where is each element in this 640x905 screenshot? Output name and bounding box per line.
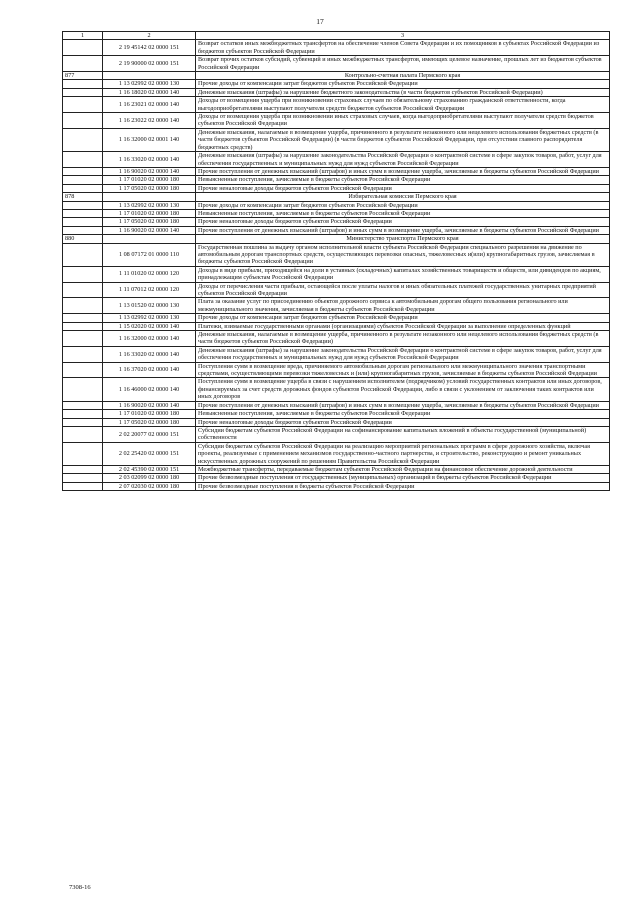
budget-code-cell: 1 13 02992 02 0000 130 <box>103 201 196 209</box>
table-row <box>63 88 610 96</box>
description-cell: Денежные взыскания (штрафы) за нарушение законодательства Российской Федерации о контрактной системе в сфере закупок товаров, работ, услуг для обеспечения государственных и муниципальных нужд для нужд субъектов Российской Федерации <box>196 152 610 168</box>
budget-code-cell: 1 16 33020 02 0000 140 <box>103 346 196 362</box>
table-row <box>63 184 610 192</box>
table-row <box>63 426 610 442</box>
admin-code-cell <box>63 282 103 298</box>
admin-code-cell <box>63 298 103 314</box>
section-header-row <box>63 235 610 243</box>
budget-code-cell: 1 17 05020 02 0000 180 <box>103 418 196 426</box>
budget-codes-table <box>62 31 610 491</box>
description-cell: Денежные взыскания (штрафы) за нарушение бюджетного законодательства (в части бюджетов субъектов Российской Федерации) <box>196 88 610 96</box>
table-row <box>63 97 610 113</box>
description-cell: Денежные взыскания, налагаемые в возмещение ущерба, причиненного в результате незаконного или нецелевого использования бюджетных средств (в части бюджетов субъектов Российской Федерации) (в части бюджетов субъектов Российской Федерации, при отсутствии главного распорядителя бюджетных средств) <box>196 128 610 151</box>
budget-code-cell: 1 16 18020 02 0000 140 <box>103 88 196 96</box>
description-cell: Прочие доходы от компенсации затрат бюджетов субъектов Российской Федерации <box>196 80 610 88</box>
table-row <box>63 314 610 322</box>
description-cell: Невыясненные поступления, зачисляемые в бюджеты субъектов Российской Федерации <box>196 410 610 418</box>
budget-code-cell: 1 13 02992 02 0000 130 <box>103 80 196 88</box>
budget-code-cell: 2 02 25420 02 0000 151 <box>103 442 196 465</box>
description-cell: Возврат прочих остатков субсидий, субвенций и иных межбюджетных трансфертов, имеющих целевое назначение, прошлых лет из бюджетов субъектов Российской Федерации <box>196 56 610 72</box>
admin-code-cell <box>63 331 103 347</box>
table-row <box>63 362 610 378</box>
description-cell: Прочие безвозмездные поступления от государственных (муниципальных) организаций в бюджеты субъектов Российской Федерации <box>196 474 610 482</box>
description-cell: Прочие доходы от компенсации затрат бюджетов субъектов Российской Федерации <box>196 314 610 322</box>
table-row <box>63 401 610 409</box>
description-cell: Межбюджетные трансферты, передаваемые бюджетам субъектов Российской Федерации на финансовое обеспечение дорожной деятельности <box>196 465 610 473</box>
description-cell: Прочие неналоговые доходы бюджетов субъектов Российской Федерации <box>196 418 610 426</box>
table-header-row <box>63 32 610 40</box>
table-row <box>63 113 610 129</box>
table-row <box>63 201 610 209</box>
budget-code-cell: 1 13 02992 02 0000 130 <box>103 314 196 322</box>
admin-code-cell <box>63 97 103 113</box>
admin-code-cell <box>63 56 103 72</box>
table-row <box>63 322 610 330</box>
description-cell: Прочие поступления от денежных взысканий (штрафов) и иных сумм в возмещение ущерба, зачисляемые в бюджеты субъектов Российской Федерации <box>196 226 610 234</box>
admin-code-cell <box>63 378 103 401</box>
description-cell: Доходы от возмещения ущерба при возникновении иных страховых случаев, когда выгодоприобретателями выступают получатели средств бюджетов субъектов Российской Федерации <box>196 113 610 129</box>
budget-code-cell: 2 07 02030 02 0000 180 <box>103 482 196 490</box>
budget-code-cell: 1 16 90020 02 0000 140 <box>103 167 196 175</box>
budget-code-cell: 1 16 33020 02 0000 140 <box>103 152 196 168</box>
header-col-2: 2 <box>103 32 196 40</box>
budget-code-cell: 2 02 45390 02 0000 151 <box>103 465 196 473</box>
admin-code-cell <box>63 218 103 226</box>
admin-code-cell <box>63 322 103 330</box>
budget-code-cell: 2 03 02099 02 0000 180 <box>103 474 196 482</box>
admin-code-cell <box>63 346 103 362</box>
table-row <box>63 152 610 168</box>
admin-code-cell <box>63 167 103 175</box>
document-code: 7308-16 <box>69 884 91 891</box>
admin-code-cell <box>63 184 103 192</box>
budget-code-cell: 1 11 07012 02 0000 120 <box>103 282 196 298</box>
table-row <box>63 282 610 298</box>
description-cell: Доходы от возмещения ущерба при возникновении страховых случаев по обязательному страхованию гражданской ответственности, когда выгодоприобретателями выступают получатели средств бюджетов субъектов Российской Федерации <box>196 97 610 113</box>
table-row <box>63 482 610 490</box>
budget-code-cell: 1 11 01020 02 0000 120 <box>103 266 196 282</box>
description-cell: Субсидии бюджетам субъектов Российской Федерации на реализацию мероприятий региональных программ в сфере дорожного хозяйства, включая проекты, реализуемые с применением механизмов государственно-частного партнерства, и строительство, реконструкцию и ремонт уникальных искусственных дорожных сооружений по решениям Правительства Российской Федерации <box>196 442 610 465</box>
description-cell: Возврат остатков иных межбюджетных трансфертов на обеспечение членов Совета Федерации и их помощников в субъектах Российской Федерации из бюджетов субъектов Российской Федерации <box>196 40 610 56</box>
budget-code-cell: 1 16 90020 02 0000 140 <box>103 226 196 234</box>
table-row <box>63 474 610 482</box>
table-row <box>63 410 610 418</box>
description-cell: Субсидии бюджетам субъектов Российской Федерации на софинансирование капитальных вложений в объекты государственной (муниципальной) собственности <box>196 426 610 442</box>
description-cell: Прочие доходы от компенсации затрат бюджетов субъектов Российской Федерации <box>196 201 610 209</box>
admin-code-cell <box>63 418 103 426</box>
description-cell: Избирательная комиссия Пермского края <box>196 193 610 201</box>
budget-code-cell: 2 19 45142 02 0000 151 <box>103 40 196 56</box>
admin-code-cell <box>63 442 103 465</box>
budget-code-cell: 1 17 05020 02 0000 180 <box>103 218 196 226</box>
description-cell: Поступления сумм в возмещение ущерба в связи с нарушением исполнителем (подрядчиком) условий государственных контрактов или иных договоров, финансируемых за счет средств дорожных фондов субъектов Российской Федерации, либо в связи с уклонением от заключения таких контрактов или иных договоров <box>196 378 610 401</box>
table-row <box>63 128 610 151</box>
description-cell: Платежи, взимаемые государственными органами (организациями) субъектов Российской Федерации за выполнение определенных функций <box>196 322 610 330</box>
admin-code-cell <box>63 243 103 266</box>
budget-code-cell: 1 15 02020 02 0000 140 <box>103 322 196 330</box>
table-row <box>63 378 610 401</box>
table-row <box>63 243 610 266</box>
budget-code-cell: 1 16 37020 02 0000 140 <box>103 362 196 378</box>
table-row <box>63 218 610 226</box>
description-cell: Прочие неналоговые доходы бюджетов субъектов Российской Федерации <box>196 184 610 192</box>
budget-code-cell: 1 17 01020 02 0000 180 <box>103 176 196 184</box>
description-cell: Денежные взыскания (штрафы) за нарушение законодательства Российской Федерации о контрактной системе в сфере закупок товаров, работ, услуг для обеспечения государственных и муниципальных нужд для нужд субъектов Российской Федерации <box>196 346 610 362</box>
table-row <box>63 176 610 184</box>
header-col-1: 1 <box>63 32 103 40</box>
admin-code-cell <box>63 482 103 490</box>
admin-code-cell <box>63 40 103 56</box>
description-cell: Прочие поступления от денежных взысканий (штрафов) и иных сумм в возмещение ущерба, зачисляемые в бюджеты субъектов Российской Федерации <box>196 167 610 175</box>
budget-code-cell: 1 16 23021 02 0000 140 <box>103 97 196 113</box>
admin-code-cell <box>63 426 103 442</box>
table-row <box>63 331 610 347</box>
header-col-3: 3 <box>196 32 610 40</box>
budget-code-cell: 1 17 05020 02 0000 180 <box>103 184 196 192</box>
admin-code-cell <box>63 209 103 217</box>
admin-code-cell <box>63 201 103 209</box>
table-row <box>63 298 610 314</box>
description-cell: Денежные взыскания, налагаемые в возмещение ущерба, причиненного в результате незаконного или нецелевого использования бюджетных средств (в части бюджетов субъектов Российской Федерации) <box>196 331 610 347</box>
admin-code-cell <box>63 401 103 409</box>
admin-code-cell <box>63 410 103 418</box>
budget-code-cell <box>103 235 196 243</box>
description-cell: Невыясненные поступления, зачисляемые в бюджеты субъектов Российской Федерации <box>196 209 610 217</box>
budget-code-cell <box>103 72 196 80</box>
budget-code-cell: 1 16 32000 02 0000 140 <box>103 331 196 347</box>
table-row <box>63 80 610 88</box>
admin-code-cell <box>63 226 103 234</box>
admin-code-cell <box>63 266 103 282</box>
admin-code-cell: 878 <box>63 193 103 201</box>
admin-code-cell <box>63 128 103 151</box>
description-cell: Невыясненные поступления, зачисляемые в бюджеты субъектов Российской Федерации <box>196 176 610 184</box>
budget-code-cell: 1 17 01020 02 0000 180 <box>103 410 196 418</box>
description-cell: Плата за оказание услуг по присоединению объектов дорожного сервиса к автомобильным дорогам общего пользования регионального или межмуниципального значения, зачисляемая в бюджеты субъектов Российской Федерации <box>196 298 610 314</box>
admin-code-cell <box>63 465 103 473</box>
table-row <box>63 209 610 217</box>
budget-code-cell: 1 17 01020 02 0000 180 <box>103 209 196 217</box>
description-cell: Министерство транспорта Пермского края <box>196 235 610 243</box>
description-cell: Доходы от перечисления части прибыли, остающейся после уплаты налогов и иных обязательных платежей государственных унитарных предприятий субъектов Российской Федерации <box>196 282 610 298</box>
budget-code-cell: 1 08 07172 01 0000 110 <box>103 243 196 266</box>
description-cell: Поступления сумм в возмещение вреда, причиняемого автомобильным дорогам регионального или межмуниципального значения транспортными средствами, осуществляющими перевозки тяжеловесных и (или) крупногабаритных грузов, зачисляемые в бюджеты субъектов Российской Федерации <box>196 362 610 378</box>
budget-code-cell: 2 02 20077 02 0000 151 <box>103 426 196 442</box>
table-row <box>63 40 610 56</box>
admin-code-cell: 880 <box>63 235 103 243</box>
description-cell: Доходы в виде прибыли, приходящейся на доли в уставных (складочных) капиталах хозяйственных товариществ и обществ, или дивидендов по акциям, принадлежащим субъектам Российской Федерации <box>196 266 610 282</box>
budget-code-cell: 1 16 32000 02 0001 140 <box>103 128 196 151</box>
page-number: 17 <box>316 17 324 26</box>
table-row <box>63 442 610 465</box>
admin-code-cell <box>63 113 103 129</box>
section-header-row <box>63 193 610 201</box>
budget-code-cell: 1 16 46000 02 0000 140 <box>103 378 196 401</box>
table-row <box>63 346 610 362</box>
table-row <box>63 418 610 426</box>
description-cell: Прочие неналоговые доходы бюджетов субъектов Российской Федерации <box>196 218 610 226</box>
budget-code-cell: 2 19 90000 02 0000 151 <box>103 56 196 72</box>
admin-code-cell <box>63 88 103 96</box>
budget-code-cell: 1 16 23022 02 0000 140 <box>103 113 196 129</box>
description-cell: Государственная пошлина за выдачу органом исполнительной власти субъекта Российской Федерации специального разрешения на движение по автомобильным дорогам транспортных средств, осуществляющих перевозки опасных, тяжеловесных и(или) крупногабаритных грузов, зачисляемая в бюджеты субъектов Российской Федерации <box>196 243 610 266</box>
admin-code-cell <box>63 362 103 378</box>
admin-code-cell <box>63 152 103 168</box>
table-row <box>63 226 610 234</box>
description-cell: Прочие поступления от денежных взысканий (штрафов) и иных сумм в возмещение ущерба, зачисляемые в бюджеты субъектов Российской Федерации <box>196 401 610 409</box>
admin-code-cell <box>63 474 103 482</box>
section-header-row <box>63 72 610 80</box>
admin-code-cell <box>63 314 103 322</box>
budget-code-cell: 1 13 01520 02 0000 130 <box>103 298 196 314</box>
table-row <box>63 465 610 473</box>
admin-code-cell: 877 <box>63 72 103 80</box>
description-cell: Контрольно-счетная палата Пермского края <box>196 72 610 80</box>
table-row <box>63 56 610 72</box>
table-row <box>63 266 610 282</box>
budget-code-cell: 1 16 90020 02 0000 140 <box>103 401 196 409</box>
admin-code-cell <box>63 80 103 88</box>
table-row <box>63 167 610 175</box>
description-cell: Прочие безвозмездные поступления в бюджеты субъектов Российской Федерации <box>196 482 610 490</box>
budget-code-cell <box>103 193 196 201</box>
admin-code-cell <box>63 176 103 184</box>
